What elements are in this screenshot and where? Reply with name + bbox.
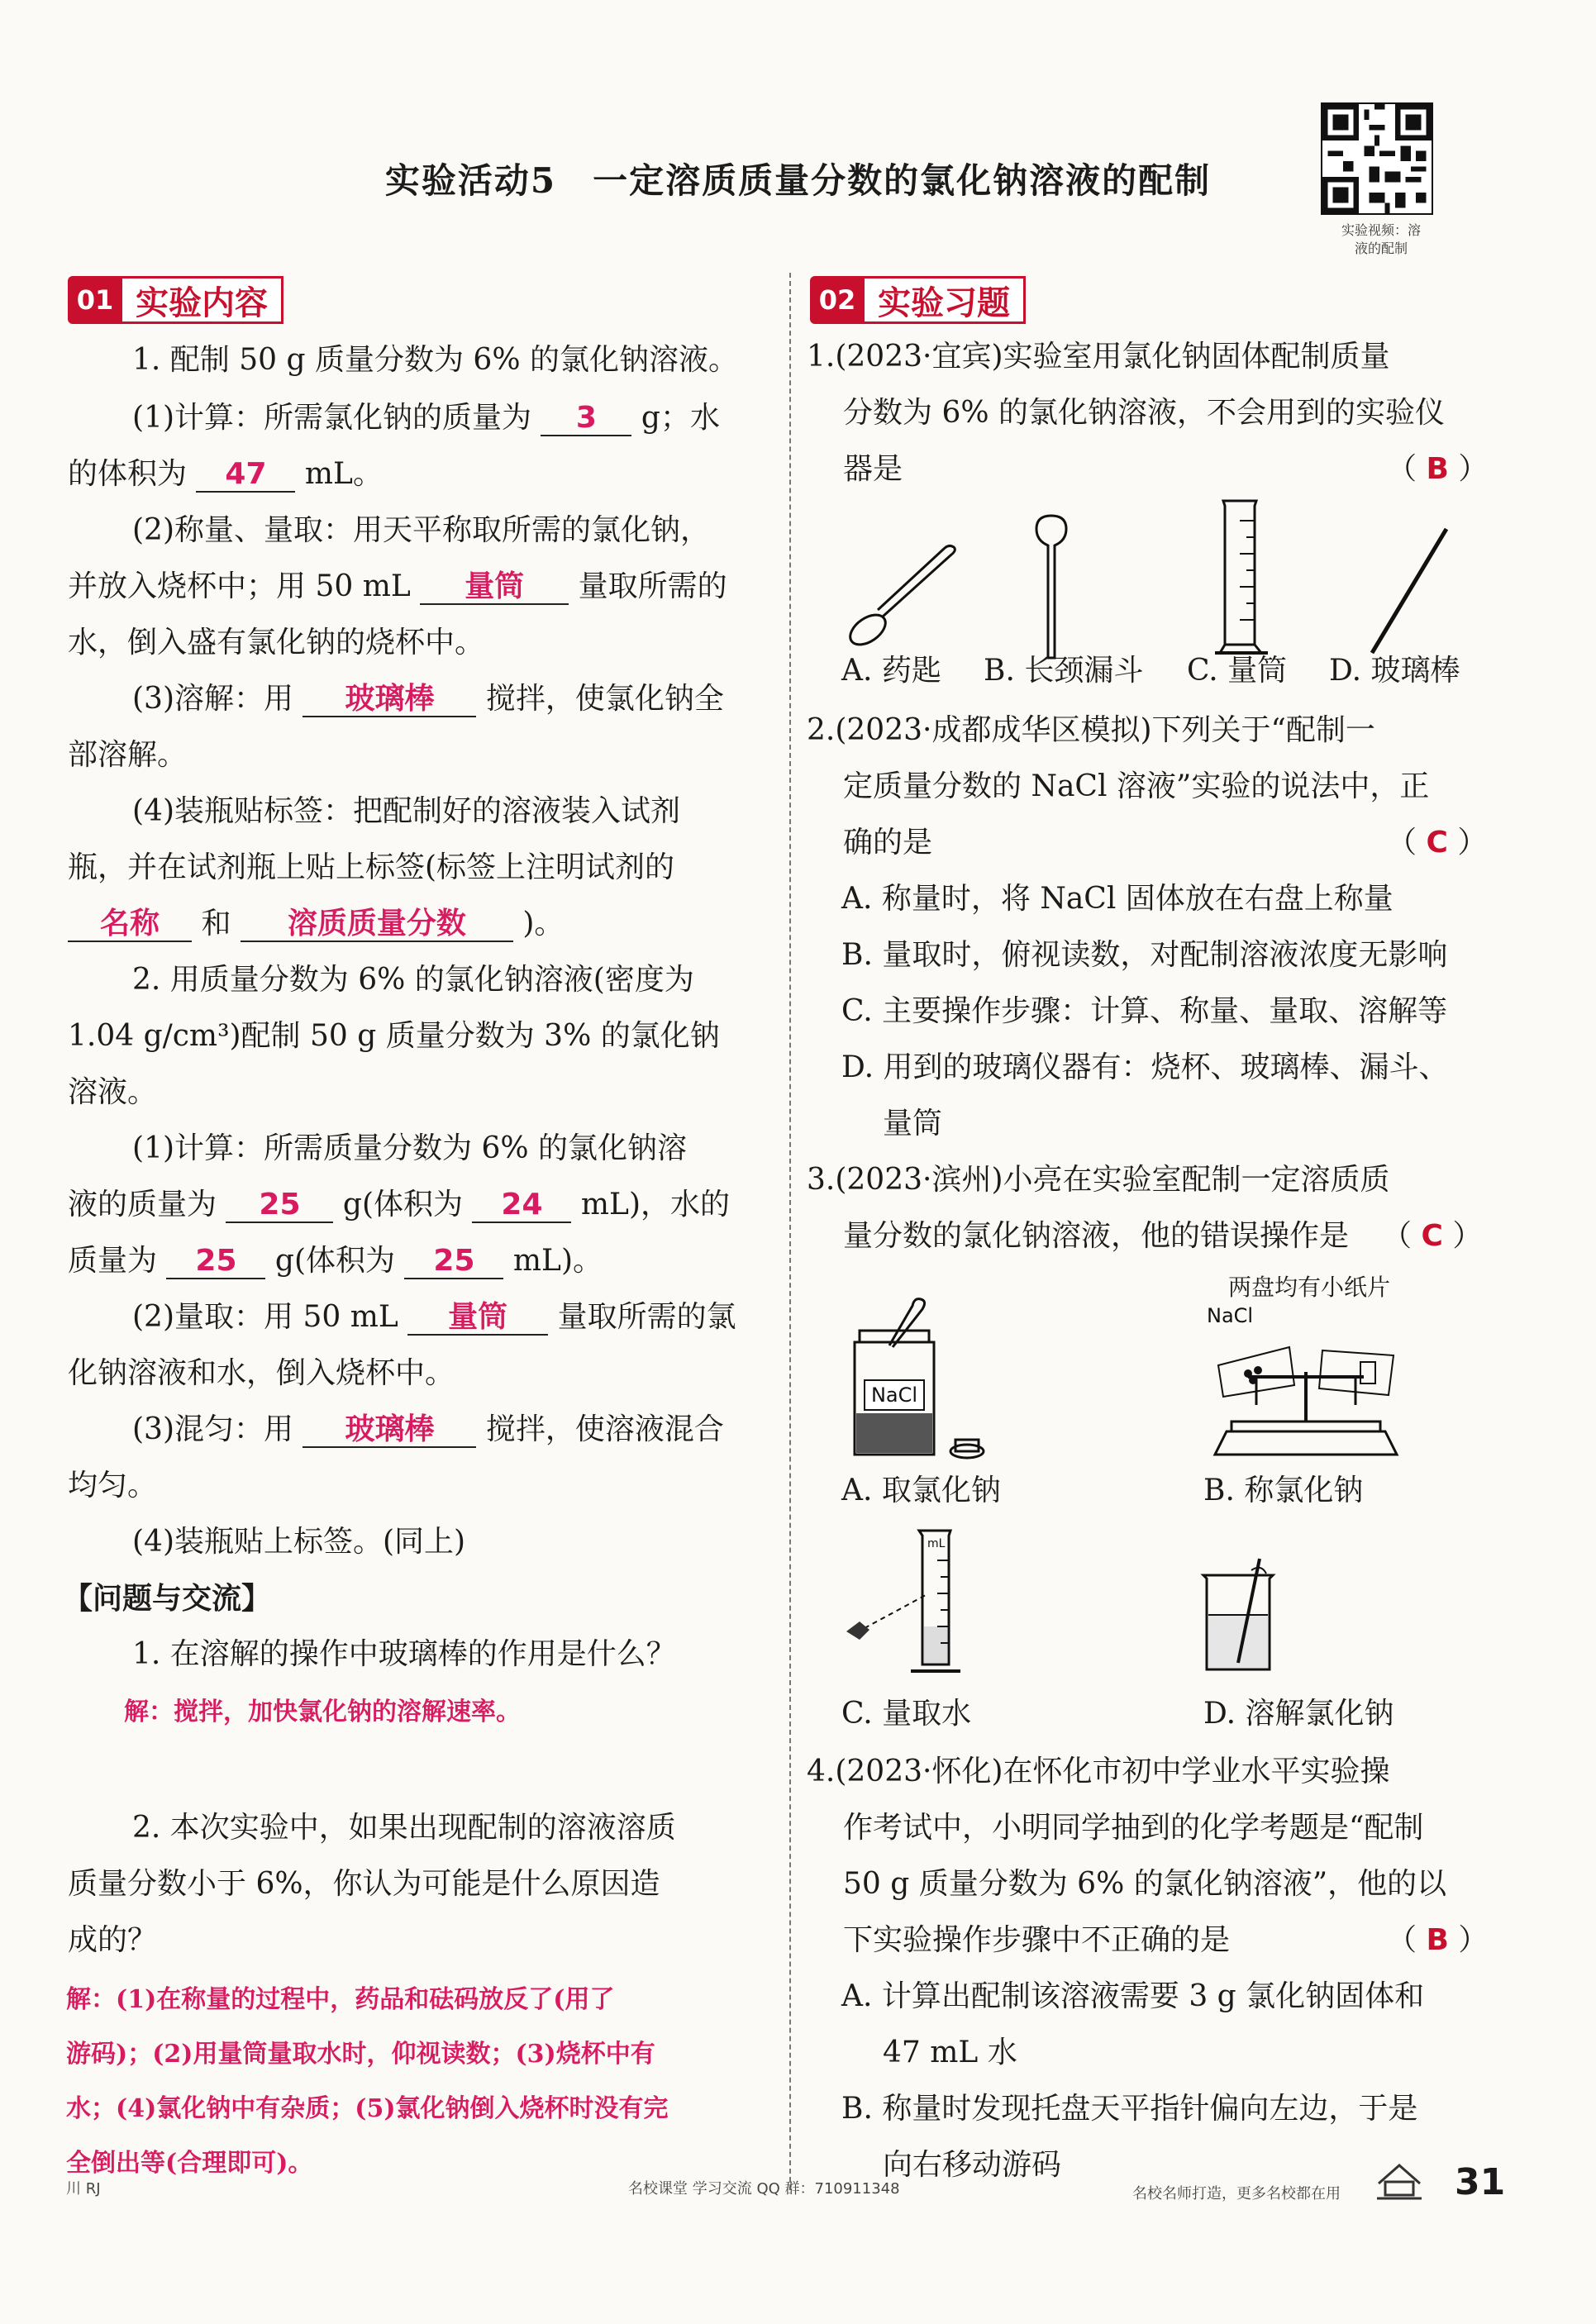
p2-mix-line: (3)混匀：用 玻璃棒 搅拌，使溶液混合 bbox=[132, 1412, 724, 1446]
p1-dissolve-line-2: 部溶解。 bbox=[68, 738, 188, 772]
p1-title: 1. 配制 50 g 质量分数为 6% 的氯化钠溶液。 bbox=[132, 343, 738, 377]
ex2-option-c: C. 主要操作步骤：计算、称量、量取、溶解等 bbox=[841, 994, 1448, 1028]
reagent-bottle-figure bbox=[835, 1298, 992, 1463]
qa-answer-2-line-1: 解：(1)在称量的过程中，药品和砝码放反了(用了 bbox=[66, 1985, 615, 2014]
ex4-option-a-line-2: 47 mL 水 bbox=[883, 2036, 1017, 2069]
ex1-option-d: D. 玻璃棒 bbox=[1329, 654, 1460, 688]
ex2-option-d-line-2: 量筒 bbox=[883, 1107, 943, 1141]
p2-calc-line-3: 质量为 25 g(体积为 25 mL)。 bbox=[68, 1244, 603, 1278]
ex4-option-a: A. 计算出配制该溶液需要 3 g 氯化钠固体和 bbox=[841, 1979, 1425, 2013]
p2-title-3: 溶液。 bbox=[68, 1075, 158, 1109]
measure-water-figure bbox=[835, 1527, 984, 1676]
p2-label-line: (4)装瓶贴上标签。(同上) bbox=[132, 1525, 466, 1559]
ex3-option-b: B. 称氯化钠 bbox=[1203, 1474, 1364, 1507]
balance-figure bbox=[1198, 1298, 1413, 1463]
ex1-option-c: C. 量筒 bbox=[1187, 654, 1288, 688]
answer-blank: 量筒 bbox=[407, 1301, 548, 1336]
ex4-option-b-line-2: 向右移动游码 bbox=[883, 2148, 1062, 2182]
qa-heading: 【问题与交流】 bbox=[63, 1581, 272, 1616]
answer-blank: 名称 bbox=[68, 907, 192, 942]
page-number: 31 bbox=[1455, 2161, 1506, 2203]
answer-blank: 溶质质量分数 bbox=[241, 907, 513, 942]
p1-label-line-2: 瓶，并在试剂瓶上贴上标签(标签上注明试剂的 bbox=[68, 850, 675, 884]
ex3-answer: （ C ） bbox=[1382, 1219, 1483, 1253]
ex4-stem: 4.(2023·怀化)在怀化市初中学业水平实验操 bbox=[807, 1755, 1390, 1788]
qa-answer-2-line-4: 全倒出等(合理即可)。 bbox=[66, 2149, 313, 2178]
svg-text:mL: mL bbox=[927, 1537, 946, 1550]
ex4-option-b: B. 称量时发现托盘天平指针偏向左边，于是 bbox=[841, 2092, 1418, 2126]
qa-answer-2-line-3: 水；(4)氯化钠中有杂质；(5)氯化钠倒入烧杯时没有完 bbox=[66, 2094, 669, 2123]
qa-question-2-line-3: 成的？ bbox=[68, 1923, 158, 1957]
p1-label-line: (4)装瓶贴标签：把配制好的溶液装入试剂 bbox=[132, 794, 680, 828]
ex3-option-a: A. 取氯化钠 bbox=[841, 1474, 1001, 1507]
ex3-figure-note: 两盘均有小纸片 bbox=[1228, 1274, 1391, 1301]
p2-measure-line-2: 化钠溶液和水，倒入烧杯中。 bbox=[68, 1356, 455, 1390]
answer-blank: 25 bbox=[226, 1188, 333, 1223]
footer-left: 川 RJ bbox=[66, 2180, 101, 2198]
dissolve-beaker-figure bbox=[1190, 1554, 1298, 1678]
ex3-stem-2: 量分数的氯化钠溶液，他的错误操作是 bbox=[843, 1219, 1350, 1253]
ex4-answer: （ B ） bbox=[1387, 1923, 1489, 1957]
answer-blank: 25 bbox=[404, 1245, 503, 1279]
qa-answer-1: 解：搅拌，加快氯化钠的溶解速率。 bbox=[124, 1698, 521, 1726]
p1-calc-line-2: 的体积为 47 mL。 bbox=[68, 457, 383, 491]
long-neck-funnel-figure bbox=[1018, 512, 1084, 661]
answer-blank: 24 bbox=[472, 1188, 571, 1223]
p1-weigh-line-3: 水，倒入盛有氯化钠的烧杯中。 bbox=[68, 626, 485, 660]
ex3-option-d: D. 溶解氯化钠 bbox=[1203, 1697, 1394, 1731]
page-title: 实验活动5 一定溶质质量分数的氯化钠溶液的配制 bbox=[384, 160, 1212, 201]
ex2-option-b: B. 量取时，俯视读数，对配制溶液浓度无影响 bbox=[841, 938, 1448, 972]
p2-measure-line: (2)量取：用 50 mL 量筒 量取所需的氯 bbox=[132, 1300, 736, 1334]
ex4-stem-2: 作考试中，小明同学抽到的化学考题是“配制 bbox=[843, 1811, 1424, 1845]
footer-right: 名校名师打造，更多名校都在用 bbox=[1132, 2185, 1341, 2203]
ex4-stem-4: 下实验操作步骤中不正确的是 bbox=[843, 1923, 1231, 1957]
section-badge-exercises: 02 实验习题 bbox=[810, 276, 1026, 324]
p1-label-line-3: 名称 和 溶质质量分数 )。 bbox=[68, 907, 564, 942]
ex1-option-b: B. 长颈漏斗 bbox=[984, 654, 1144, 688]
ex1-answer: （ B ） bbox=[1387, 452, 1489, 486]
publisher-logo-icon bbox=[1372, 2159, 1427, 2205]
answer-blank: 玻璃棒 bbox=[303, 683, 476, 717]
answer-blank: 47 bbox=[196, 458, 295, 493]
graduated-cylinder-figure bbox=[1207, 496, 1281, 661]
p2-title: 2. 用质量分数为 6% 的氯化钠溶液(密度为 bbox=[132, 963, 694, 997]
spoon-figure bbox=[835, 506, 967, 655]
qa-answer-2-line-2: 游码)；(2)用量筒量取水时，仰视读数；(3)烧杯中有 bbox=[66, 2040, 655, 2069]
qa-question-2: 2. 本次实验中，如果出现配制的溶液溶质 bbox=[132, 1811, 676, 1845]
svg-text:NaCl: NaCl bbox=[1207, 1304, 1254, 1327]
ex2-stem-2: 定质量分数的 NaCl 溶液”实验的说法中，正 bbox=[843, 769, 1430, 803]
p2-calc-line: (1)计算：所需质量分数为 6% 的氯化钠溶 bbox=[132, 1131, 687, 1165]
ex3-stem: 3.(2023·滨州)小亮在实验室配制一定溶质质 bbox=[807, 1163, 1390, 1197]
ex2-option-d: D. 用到的玻璃仪器有：烧杯、玻璃棒、漏斗、 bbox=[841, 1050, 1449, 1084]
p1-dissolve-line: (3)溶解：用 玻璃棒 搅拌，使氯化钠全 bbox=[132, 682, 724, 716]
footer-center: 名校课堂 学习交流 QQ 群：710911348 bbox=[628, 2180, 900, 2198]
ex2-option-a: A. 称量时，将 NaCl 固体放在右盘上称量 bbox=[841, 882, 1394, 916]
ex1-option-a: A. 药匙 bbox=[841, 654, 941, 688]
glass-rod-figure bbox=[1364, 521, 1455, 661]
p2-mix-line-2: 均匀。 bbox=[68, 1469, 158, 1503]
section-badge-content: 01 实验内容 bbox=[68, 276, 283, 324]
column-divider bbox=[789, 273, 791, 2190]
p1-weigh-line-2: 并放入烧杯中；用 50 mL 量筒 量取所需的 bbox=[68, 569, 727, 603]
ex2-stem-3: 确的是 bbox=[843, 826, 933, 860]
ex4-stem-3: 50 g 质量分数为 6% 的氯化钠溶液”，他的以 bbox=[843, 1867, 1447, 1901]
ex2-stem: 2.(2023·成都成华区模拟)下列关于“配制一 bbox=[807, 713, 1375, 747]
answer-blank: 3 bbox=[541, 402, 631, 436]
answer-blank: 量筒 bbox=[420, 570, 569, 605]
ex1-stem-3: 器是 bbox=[843, 452, 903, 486]
qa-question-1: 1. 在溶解的操作中玻璃棒的作用是什么？ bbox=[132, 1637, 676, 1671]
svg-text:NaCl: NaCl bbox=[870, 1383, 918, 1407]
qr-caption: 实验视频：溶 液的配制 bbox=[1341, 222, 1421, 256]
ex3-option-c: C. 量取水 bbox=[841, 1697, 972, 1731]
qr-code-icon[interactable] bbox=[1321, 102, 1433, 215]
p2-calc-line-2: 液的质量为 25 g(体积为 24 mL)，水的 bbox=[68, 1188, 731, 1222]
ex2-answer: （ C ） bbox=[1387, 826, 1488, 860]
p1-weigh-line: (2)称量、量取：用天平称取所需的氯化钠， bbox=[132, 513, 710, 547]
p2-title-2: 1.04 g/cm³)配制 50 g 质量分数为 3% 的氯化钠 bbox=[68, 1019, 720, 1053]
p1-calc-line: (1)计算：所需氯化钠的质量为 3 g；水 bbox=[132, 401, 720, 435]
answer-blank: 玻璃棒 bbox=[303, 1413, 476, 1448]
answer-blank: 25 bbox=[166, 1245, 265, 1279]
qa-question-2-line-2: 质量分数小于 6%，你认为可能是什么原因造 bbox=[68, 1867, 660, 1901]
ex1-stem-2: 分数为 6% 的氯化钠溶液，不会用到的实验仪 bbox=[843, 396, 1445, 430]
ex1-stem: 1.(2023·宜宾)实验室用氯化钠固体配制质量 bbox=[807, 340, 1390, 374]
